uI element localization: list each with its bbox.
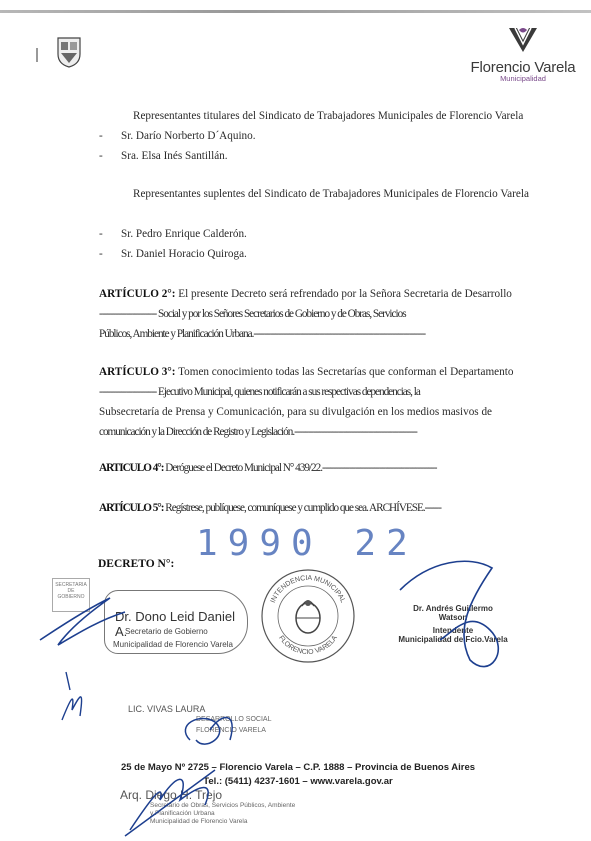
vivas-laura-line: DESARROLLO SOCIAL xyxy=(196,716,272,723)
logo-subtitle: Municipalidad xyxy=(500,74,546,83)
trejo-line: Secretario de Obras, Servicios Públicos, Ambiente xyxy=(150,802,296,809)
vivas-laura-stamp: LIC. VIVAS LAURA xyxy=(128,704,206,714)
logo-title: Florencio Varela xyxy=(470,59,576,76)
scan-mark xyxy=(36,48,38,62)
florencio-varela-logo xyxy=(458,26,588,83)
gobierno-small-stamp: SECRETARIA DE GOBIERNO xyxy=(52,578,90,612)
left-margin-scribble xyxy=(62,672,82,720)
suplentes-intro: Representantes suplentes del Sindicato de Trabajadores Municipales de Florencio Varela xyxy=(133,188,529,200)
list-item: - Sr. Daniel Horacio Quiroga. xyxy=(99,248,247,260)
coat-of-arms-icon xyxy=(296,600,320,633)
scan-top-edge xyxy=(0,10,591,13)
trejo-stamp: Arq. Diego H. Trejo xyxy=(120,788,223,802)
footer-contact: Tel.: (5411) 4237-1601 – www.varela.gov.ar xyxy=(203,776,393,787)
article-5: ARTÍCULO 5°: Regístrese, publíquese, comuníquese y cumplido que sea. ARCHÍVESE.------ xyxy=(99,502,441,514)
seal-top-text: INTENDENCIA MUNICIPAL xyxy=(269,574,347,604)
decree-number-stamp: 1990 22 xyxy=(196,523,418,564)
list-item: - Sr. Pedro Enrique Calderón. xyxy=(99,228,247,240)
trejo-line: y Planificación Urbana xyxy=(150,810,215,817)
footer-address: 25 de Mayo Nº 2725 – Florencio Varela – C.P. 1888 – Provincia de Buenos Aires xyxy=(120,762,476,773)
watson-signature-block: Dr. Andrés Guillermo Watson Intendente Municipalidad de Fcio.Varela xyxy=(398,604,508,644)
article-2: ARTÍCULO 2°: El presente Decreto será refrendado por la Señora Secretaria de Desarrollo --------------------- Social y por los Señores Secretarios de Gobierno y de Obras, Servicios Públicos, Ambiente y Planificación Urbana.--------------------------------------------------------------- xyxy=(99,288,512,340)
municipal-crest-icon xyxy=(56,36,82,68)
vivas-laura-line: FLORENCIO VARELA xyxy=(196,727,266,734)
article-4: ARTICULO 4°: Deróguese el Decreto Municipal N° 439/22.------------------------------------------ xyxy=(99,462,437,474)
municipal-seal xyxy=(258,566,358,666)
seal-bottom-text: FLORENCIO VARELA xyxy=(277,634,339,657)
article-3: ARTÍCULO 3°: Tomen conocimiento todas las Secretarías que conforman el Departamento --------------------- Ejecutivo Municipal, quienes notificarán a sus respectivas dependencias, la Subsecretaría de Prensa y Comunicación, para su divulgación en los medios masivos de comunicación y la Dirección de Registro y Legislación.--------------------------------------------- xyxy=(99,366,514,438)
trejo-line: Municipalidad de Florencio Varela xyxy=(150,818,248,825)
decree-label: DECRETO N°: xyxy=(98,558,175,570)
list-item: - Sra. Elsa Inés Santillán. xyxy=(99,150,228,162)
logo-emblem-icon xyxy=(503,26,543,54)
leid-signature-stamp: Dr. Dono Leid Daniel A. Secretario de Gobierno Municipalidad de Florencio Varela xyxy=(104,590,248,654)
list-item: - Sr. Darío Norberto D´Aquino. xyxy=(99,130,256,142)
titulares-intro: Representantes titulares del Sindicato de Trabajadores Municipales de Florencio Varela xyxy=(133,110,524,122)
